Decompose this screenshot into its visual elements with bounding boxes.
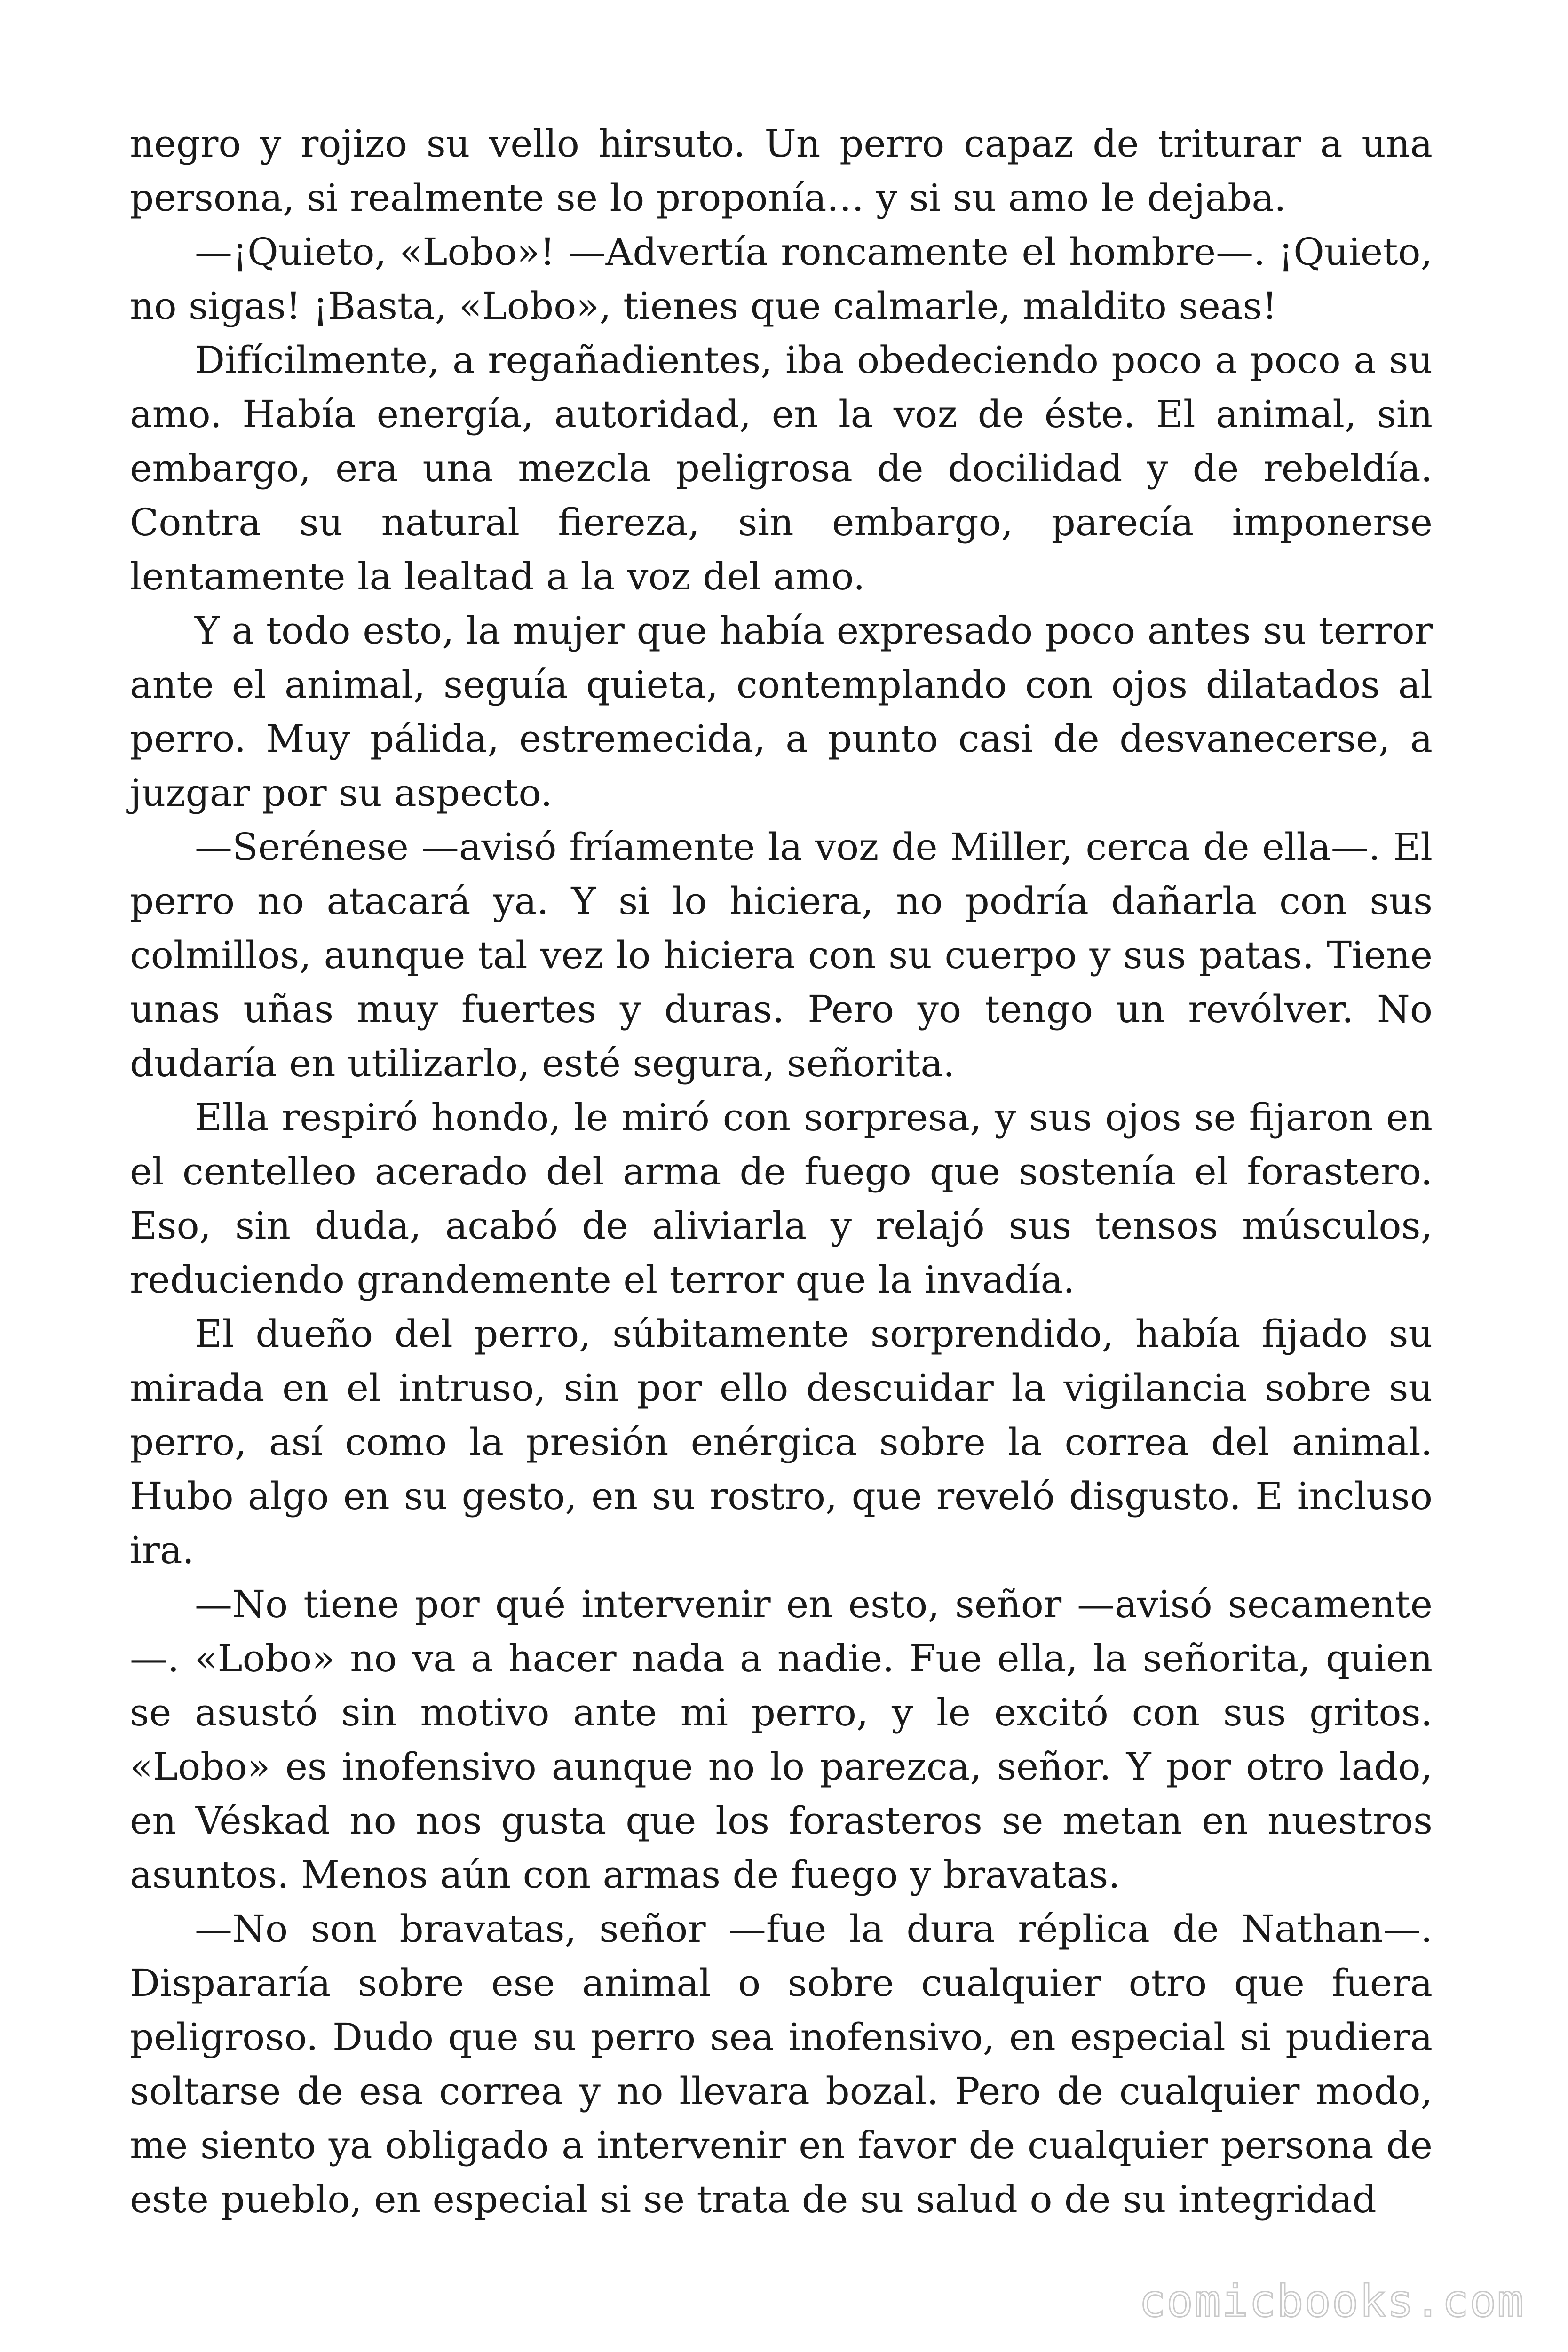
paragraph-continuation: negro y rojizo su vello hirsuto. Un perro capaz de triturar a una persona, si realmente se lo proponía… y si su amo le dejaba. [130,122,1433,220]
paragraph-dialogue-owner: —¡Quieto, «Lobo»! —Advertía roncamente el hombre—. ¡Quieto, no sigas! ¡Basta, «Lobo», tienes que calmarle, maldito seas! [130,230,1433,328]
paragraph-dialogue-owner-reply: —No tiene por qué intervenir en esto, señor —avisó secamente —. «Lobo» no va a hacer nada a nadie. Fue ella, la señorita, quien se asustó sin motivo ante mi perro, y le excitó con sus gritos. «Lobo» es inofensivo aunque no lo parezca, señor. Y por otro lado, en Véskad no nos gusta que los forasteros se metan en nuestros asuntos. Menos aún con armas de fuego y bravatas. [130,1582,1433,1897]
body-text [130,117,1433,2226]
watermark-text: comicbooks.com [1139,2276,1525,2327]
paragraph-dialogue-miller: —Serénese —avisó fríamente la voz de Miller, cerca de ella—. El perro no atacará ya. Y si lo hiciera, no podría dañarla con sus colmillos, aunque tal vez lo hiciera con su cuerpo y sus patas. Tiene unas uñas muy fuertes y duras. Pero yo tengo un revólver. No dudaría en utilizarlo, esté segura, señorita. [130,825,1433,1085]
paragraph-woman-frozen: Y a todo esto, la mujer que había expresado poco antes su terror ante el animal, seguía quieta, contemplando con ojos dilatados al perro. Muy pálida, estremecida, a punto casi de desvanecerse, a juzgar por su aspecto. [130,609,1433,815]
paragraph-dog-obeying: Difícilmente, a regañadientes, iba obedeciendo poco a poco a su amo. Había energía, autoridad, en la voz de éste. El animal, sin embargo, era una mezcla peligrosa de docilidad y de rebeldía. Contra su natural fiereza, sin embargo, parecía imponerse lentamente la lealtad a la voz del amo. [130,338,1433,598]
paragraph-owner-anger: El dueño del perro, súbitamente sorprendido, había fijado su mirada en el intruso, sin por ello descuidar la vigilancia sobre su perro, así como la presión enérgica sobre la correa del animal. Hubo algo en su gesto, en su rostro, que reveló disgusto. E incluso ira. [130,1312,1433,1572]
paragraph-woman-relief: Ella respiró hondo, le miró con sorpresa, y sus ojos se fijaron en el centelleo acerado del arma de fuego que sostenía el forastero. Eso, sin duda, acabó de aliviarla y relajó sus tensos músculos, reduciendo grandemente el terror que la invadía. [130,1096,1433,1302]
paragraph-dialogue-nathan: —No son bravatas, señor —fue la dura réplica de Nathan—. Dispararía sobre ese animal o sobre cualquier otro que fuera peligroso. Dudo que su perro sea inofensivo, en especial si pudiera soltarse de esa correa y no llevara bozal. Pero de cualquier modo, me siento ya obligado a intervenir en favor de cualquier persona de este pueblo, en especial si se trata de su salud o de su integridad [130,1907,1433,2221]
